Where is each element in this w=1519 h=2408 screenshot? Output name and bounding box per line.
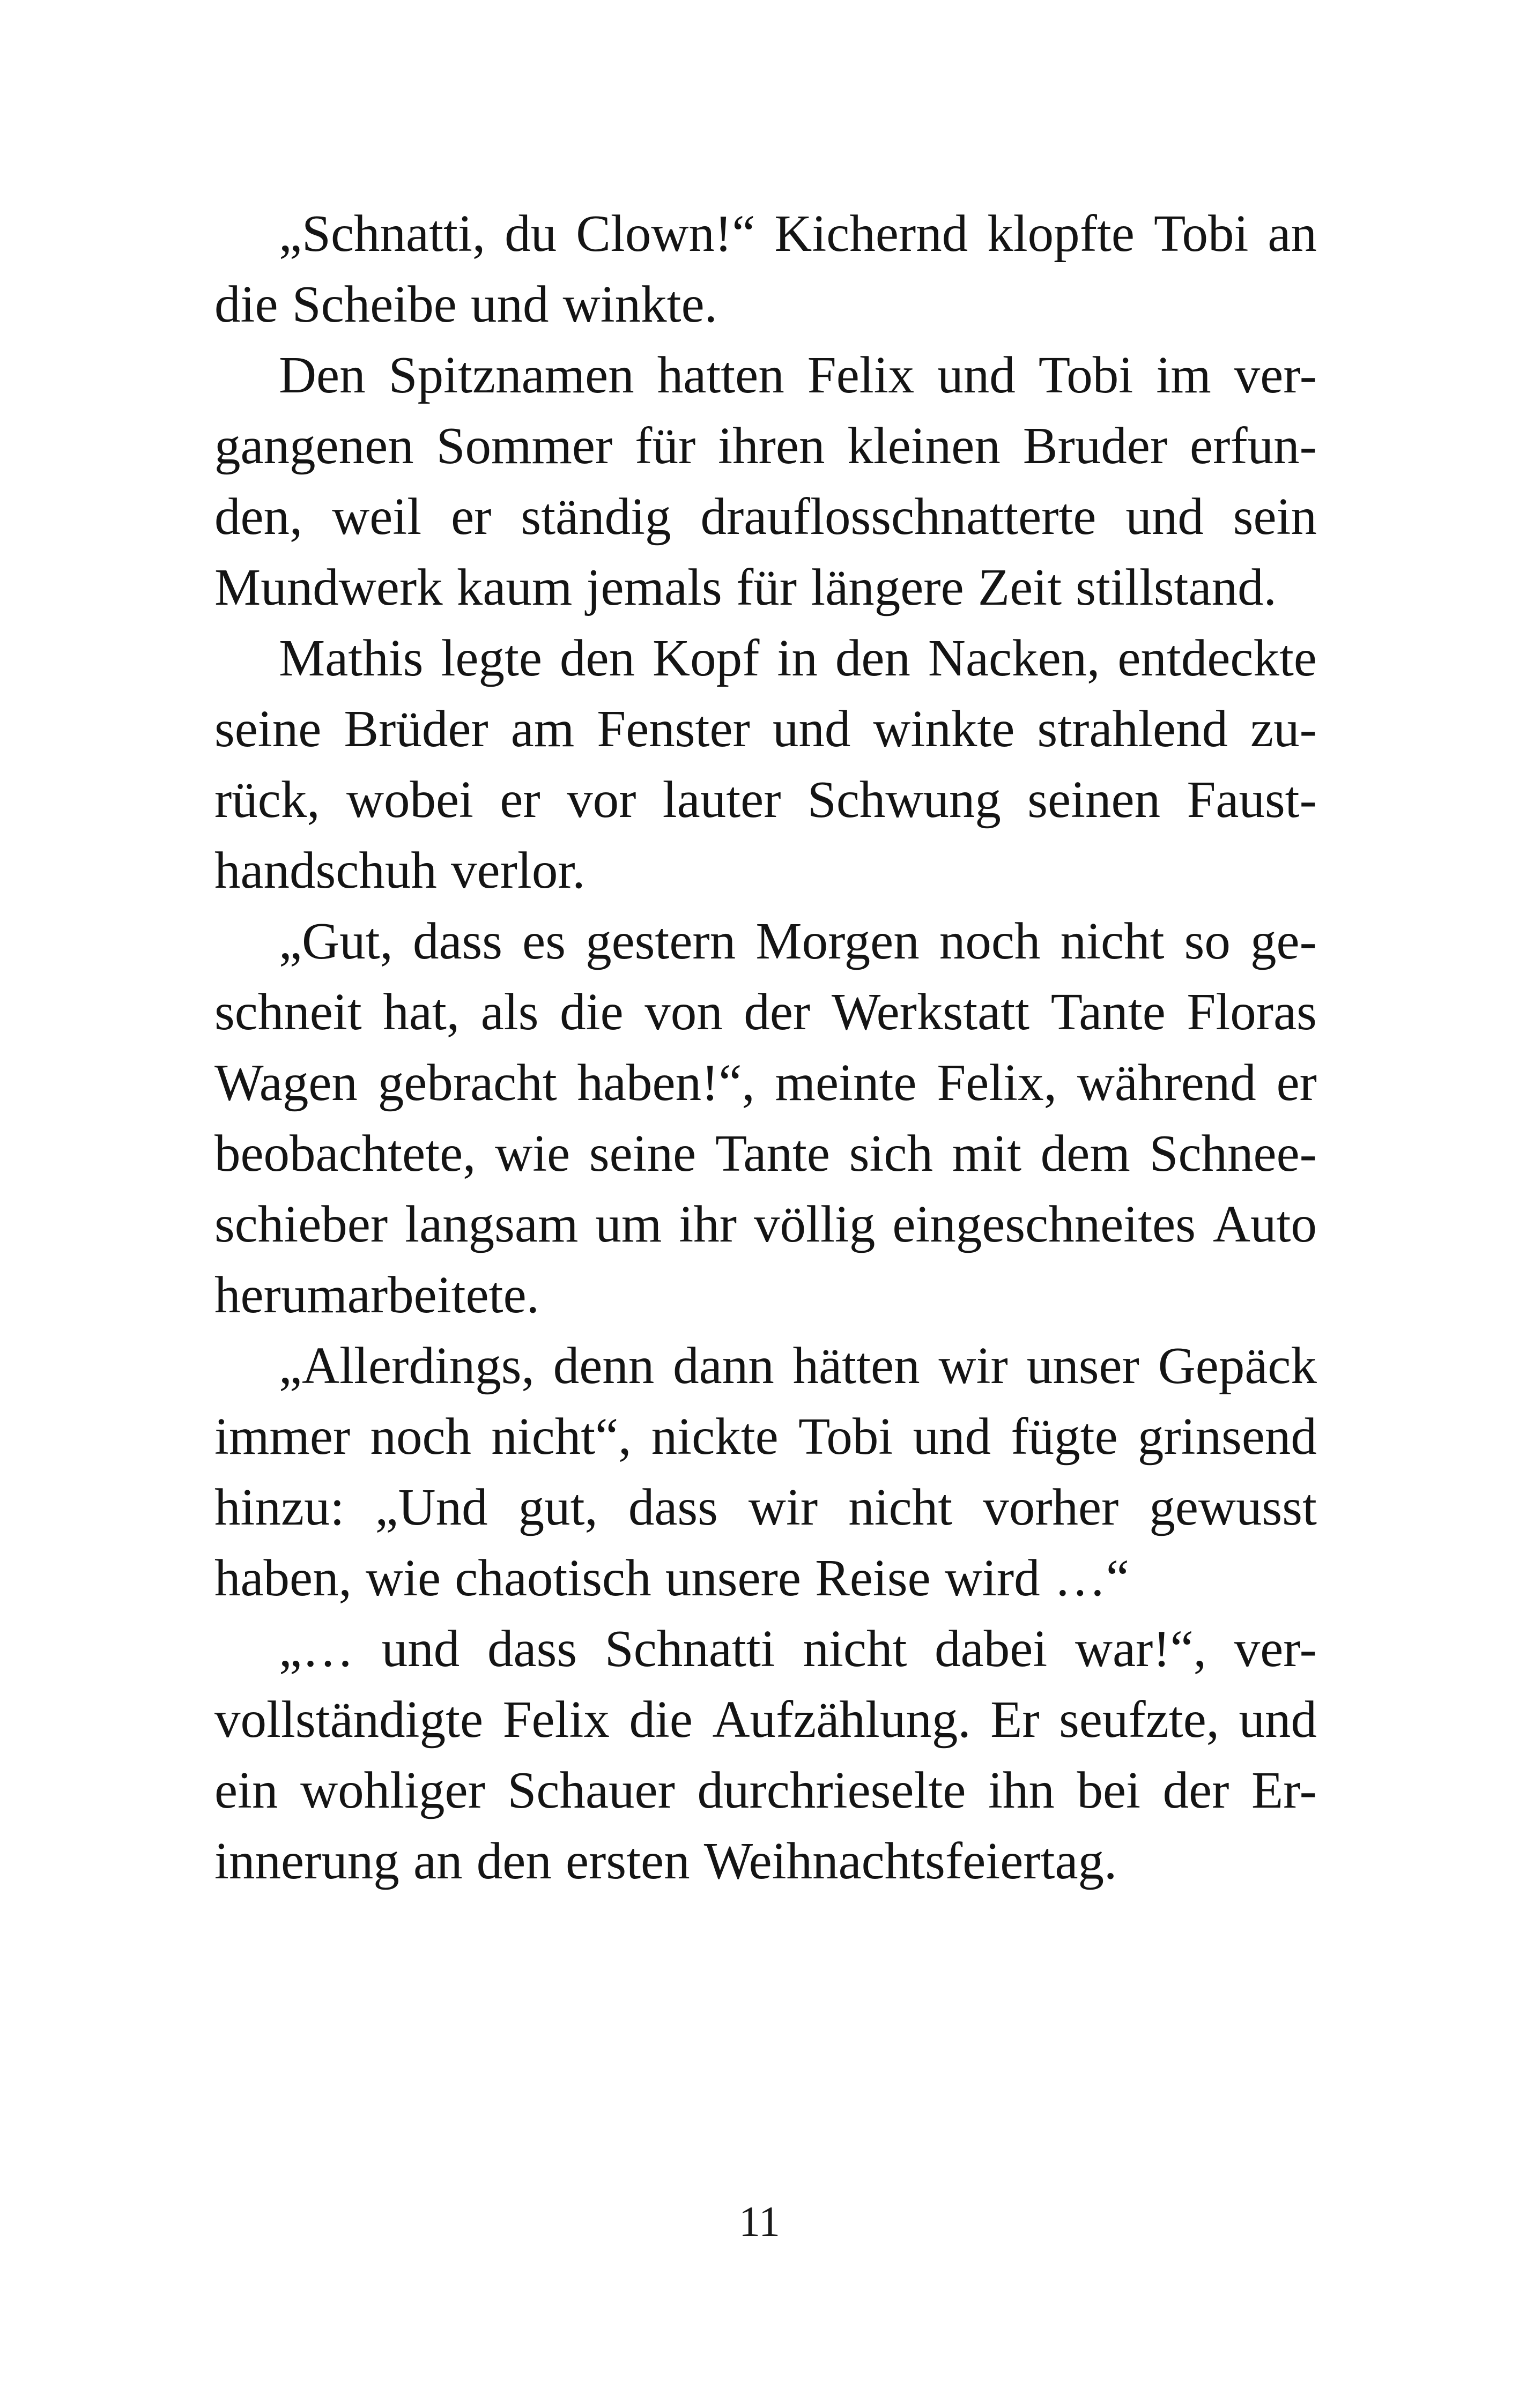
word: Zeit [977,559,1062,616]
word: nicht [803,1620,907,1677]
word: Brüder [344,700,488,757]
word: Mathis [279,629,424,687]
text-line [214,1826,1317,1897]
word: seine [214,700,322,757]
word: ständig [521,488,671,545]
word: hinzu: [214,1478,345,1536]
word: Felix [502,1691,610,1748]
text-line [214,481,1317,552]
word: Kopf [653,629,760,687]
word: Werkstatt [831,983,1030,1041]
word: Felix [807,346,915,404]
word: und [381,1620,460,1677]
word: kleinen [847,417,1001,474]
word: winkte [873,700,1015,757]
word: winkte. [562,276,717,333]
word: für [635,417,696,474]
word: ein [214,1762,278,1819]
word: Tante [1050,983,1166,1041]
word: der [1162,1762,1229,1819]
word: du [505,205,557,262]
text-line [214,764,1317,835]
word: von [644,983,723,1041]
word: Bruder [1022,417,1168,474]
word: und [1125,488,1204,545]
word: den, [214,488,303,545]
word: Morgen [755,912,920,970]
word: ver- [1234,1620,1317,1677]
word: beobachtete, [214,1125,476,1182]
text-line [214,694,1317,764]
word: im [1156,346,1211,404]
word: strahlend [1037,700,1228,757]
word: ihr [679,1195,737,1253]
word: Wagen [214,1054,358,1111]
word: Aufzählung. [712,1691,971,1748]
word: den [559,629,635,687]
word: an [413,1832,463,1890]
word: gangenen [214,417,414,474]
word: Nacken, [928,629,1100,687]
word: so [1184,912,1231,970]
word: erfun- [1190,417,1317,474]
word: Schnee- [1149,1125,1317,1182]
word: den [476,1832,552,1890]
word: schieber [214,1195,388,1253]
word: noch [939,912,1041,970]
word: die [560,983,624,1041]
word: Felix, [937,1054,1057,1111]
word: legte [441,629,542,687]
word: Tante [715,1125,830,1182]
word: Tobi [1153,205,1249,262]
word: Gepäck [1158,1337,1317,1394]
word: dass [487,1620,577,1677]
page-number: 11 [738,2198,781,2246]
word: unser [1026,1337,1139,1394]
word: rück, [214,771,320,828]
word: ver- [1234,346,1317,404]
text-line [214,977,1317,1047]
text-line [214,552,1317,623]
word: immer [214,1408,351,1465]
word: mit [952,1125,1022,1182]
word: „Gut, [279,912,393,970]
word: weil [332,488,422,545]
word: vorher [983,1478,1119,1536]
word: …“ [1054,1549,1129,1607]
word: Faust- [1187,771,1317,828]
word: den [835,629,910,687]
word: chaotisch [455,1549,651,1607]
word: wie [495,1125,570,1182]
word: gebracht [377,1054,557,1111]
word: Kichernd [774,205,968,262]
word: Schwung [807,771,1001,828]
word: zu- [1250,700,1317,757]
word: wir [748,1478,818,1536]
word: die [214,276,278,333]
word: und [470,276,549,333]
text-line [214,1472,1317,1543]
text-line [214,1331,1317,1401]
word: Tobi [798,1408,893,1465]
word: Scheibe [292,276,457,333]
text-line [214,906,1317,977]
word: Fenster [597,700,750,757]
word: nicht [848,1478,953,1536]
text-line [214,1260,1317,1331]
word: „Und [375,1478,488,1536]
word: dann [673,1337,774,1394]
word: gestern [586,912,736,970]
word: Mundwerk [214,559,443,616]
word: fügte [1011,1408,1118,1465]
body-text [214,198,1317,1897]
text-line [214,1614,1317,1684]
word: Er [990,1691,1040,1748]
word: stillstand. [1076,559,1277,616]
word: unsere [665,1549,801,1607]
word: Schnatti [604,1620,775,1677]
word: ersten [566,1832,690,1890]
word: „… [279,1620,354,1677]
word: Sommer [436,417,613,474]
word: Auto [1212,1195,1317,1253]
word: Tobi [1038,346,1133,404]
text-line [214,198,1317,269]
word: klopfte [987,205,1135,262]
word: denn [553,1337,655,1394]
word: wobei [346,771,474,828]
word: drauflosschnatterte [700,488,1096,545]
word: gewusst [1149,1478,1317,1536]
word: an [1268,205,1317,262]
word: seinen [1027,771,1161,828]
word: nicht [1060,912,1165,970]
word: dem [1040,1125,1130,1182]
word: und [772,700,851,757]
word: und [937,346,1016,404]
text-line [214,1189,1317,1260]
word: er [500,771,540,828]
word: Den [279,346,366,404]
word: handschuh [214,842,437,899]
text-line [214,623,1317,694]
word: „Schnatti, [279,205,486,262]
word: vollständigte [214,1691,484,1748]
word: Weihnachtsfeiertag. [703,1832,1117,1890]
word: wohliger [300,1762,485,1819]
word: nickte [651,1408,779,1465]
word: seufzte, [1059,1691,1220,1748]
word: gut, [518,1478,598,1536]
text-line [214,1684,1317,1755]
word: haben!“, [577,1054,755,1111]
word: dabei [935,1620,1048,1677]
word: es [522,912,566,970]
word: ge- [1250,912,1317,970]
word: Schauer [507,1762,675,1819]
word: hat, [383,983,460,1041]
word: dass [412,912,503,970]
word: hätten [792,1337,920,1394]
word: eingeschneites [892,1195,1196,1253]
word: schneit [214,983,362,1041]
word: in [777,629,818,687]
word: er [451,488,492,545]
word: innerung [214,1832,399,1890]
word: ihren [718,417,825,474]
word: vor [567,771,636,828]
text-line [214,835,1317,906]
text-line [214,1755,1317,1826]
word: um [595,1195,662,1253]
text-line [214,1047,1317,1118]
word: grinsend [1137,1408,1317,1465]
word: „Allerdings, [279,1337,535,1394]
word: seine [589,1125,696,1182]
word: wir [938,1337,1008,1394]
word: ihn [988,1762,1055,1819]
word: kaum [456,559,573,616]
word: die [629,1691,693,1748]
word: längere [811,559,964,616]
word: entdeckte [1117,629,1317,687]
text-line [214,269,1317,340]
text-line [214,340,1317,411]
word: sein [1233,488,1317,545]
text-line [214,1543,1317,1614]
word: Floras [1187,983,1317,1041]
word: während [1077,1054,1256,1111]
word: für [736,559,797,616]
word: meinte [775,1054,917,1111]
word: Reise [815,1549,931,1607]
word: und [913,1408,991,1465]
word: wird [944,1549,1040,1607]
word: Clown!“ [576,205,755,262]
word: war!“, [1075,1620,1206,1677]
word: sich [849,1125,933,1182]
word: er [1276,1054,1317,1111]
word: verlor. [451,842,586,899]
word: lauter [662,771,781,828]
word: der [744,983,811,1041]
word: dass [628,1478,718,1536]
word: hatten [657,346,784,404]
word: bei [1077,1762,1141,1819]
text-line [214,1118,1317,1189]
word: am [510,700,575,757]
word: als [480,983,539,1041]
word: Spitznamen [388,346,634,404]
word: Er- [1251,1762,1317,1819]
word: noch [370,1408,471,1465]
word: nicht“, [491,1408,632,1465]
word: durchrieselte [697,1762,966,1819]
word: völlig [754,1195,876,1253]
word: und [1239,1691,1317,1748]
word: wie [366,1549,441,1607]
text-line [214,1401,1317,1472]
word: langsam [405,1195,579,1253]
word: haben, [214,1549,352,1607]
word: jemals [586,559,722,616]
word: herumarbeitete. [214,1266,539,1324]
text-line [214,411,1317,481]
